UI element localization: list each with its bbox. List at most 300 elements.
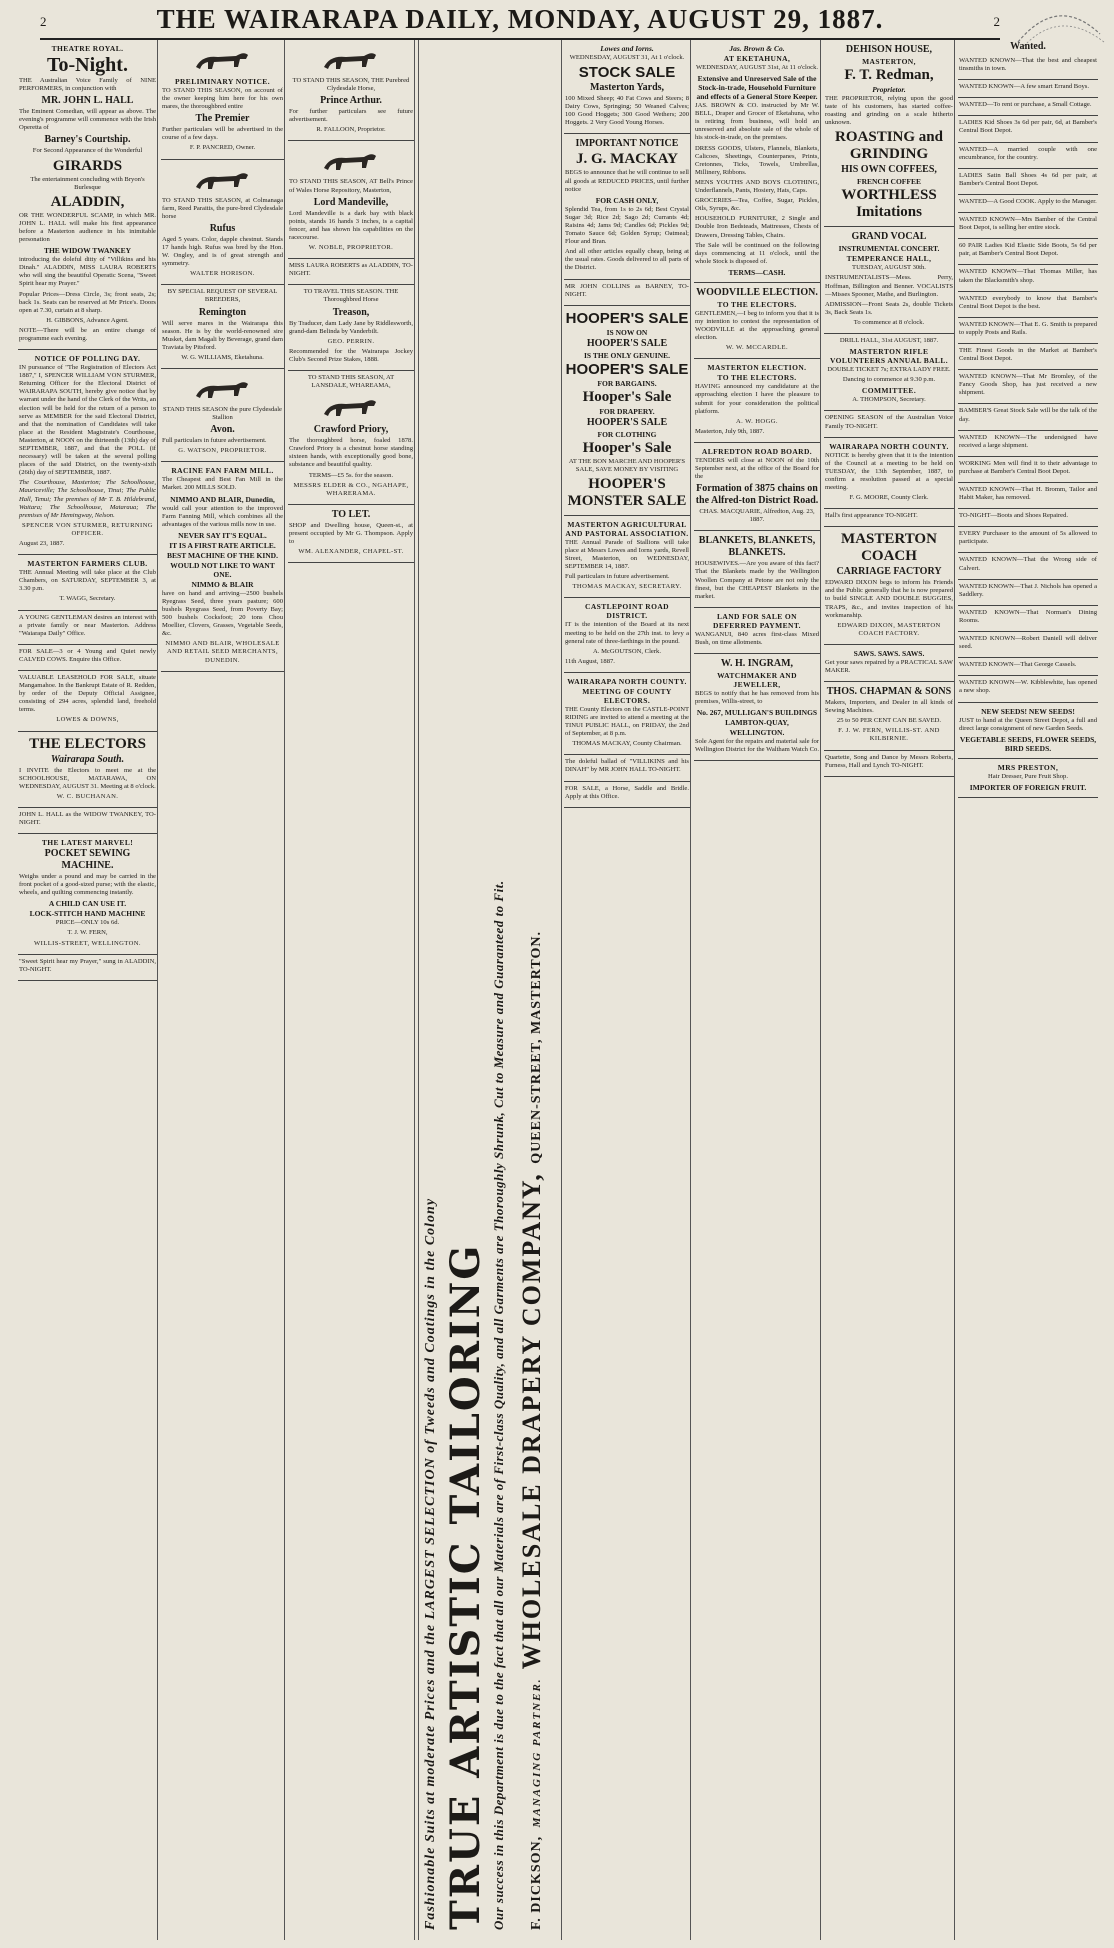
sweet-spirit-body: "Sweet Spirit hear my Prayer," sung in ALADDIN, TO-NIGHT. <box>19 957 156 973</box>
woodville-sign: W. W. MCCARDLE. <box>726 344 788 352</box>
tonight-heading: To-Night. <box>47 54 128 76</box>
brown-sale-ad <box>694 40 820 283</box>
prince-arthur-ad <box>288 40 414 141</box>
mackay-goods: Splendid Tea, from 1s to 2s 6d; Best Crystal Sugar 3d; Rice 2d; Sago 2d; Currants 4d; Raisins 4d; Jams 9d; Candles 6d; Pickles 9d; Tomato Sauce 6d; Golden Syrup; Oatmeal; Flour and Bran. <box>565 205 689 246</box>
collins-body: MR JOHN COLLINS as BARNEY, TO-NIGHT. <box>565 282 689 298</box>
wanted-item <box>958 580 1098 606</box>
hall-cars-ad <box>824 509 954 527</box>
ingram-trade: WATCHMAKER AND JEWELLER, <box>717 671 797 690</box>
seeds-body: have on hand and arriving—2500 bushels Ryegrass Seed, three years pasture; 600 bushels Ryegrass Seed, from Poverty Bay; 500 bushels Cocksfoot; 20 tons Chou Moellier, Clovers, Grasses, Vegetable Seeds, &c. <box>162 589 283 638</box>
farmers-club-ad <box>18 555 157 610</box>
wanted-item-text: WANTED KNOWN—That the Wrong side of Calvert. <box>959 556 1097 572</box>
treason-desc: By Traducer, dam Lady Jane by Riddlesworth, grand-dam Belinda by Vanderbilt. <box>289 319 413 335</box>
treason-ad <box>288 285 414 371</box>
treason-title: Treason, <box>332 306 370 318</box>
horse-engraving <box>188 165 258 195</box>
electors-ad <box>18 732 157 808</box>
polling-title: NOTICE OF POLLING DAY. <box>34 354 141 364</box>
shop-body: SHOP and Dwelling house, Queen-st., at present occupied by Mr G. Thompson. Apply to <box>289 521 413 545</box>
wanted-item-text: 60 PAIR Ladies Kid Elastic Side Boots, 5s 6d per pair, at Bamber's Central Boot Depot. <box>959 242 1097 258</box>
crawford-desc: The thoroughbred horse, foaled 1878. Crawford Priory is a chestnut horse standing sixteen hands, with exceptionally good bone, substance and beautiful quality. <box>289 437 413 469</box>
crawford-intro: TO STAND THIS SEASON, AT LANSDALE, WHAREAMA, <box>307 373 395 390</box>
wanted-item-text: WANTED KNOWN—That Mr Bromley, of the Fancy Goods Shop, has just received a new shipment. <box>959 373 1097 397</box>
blankets-title: BLANKETS, BLANKETS, BLANKETS. <box>698 535 816 559</box>
wanted-item <box>958 80 1098 98</box>
noble-sign: W. NOBLE, PROPRIETOR. <box>308 244 394 252</box>
drapery-line-suits: Fashionable Suits at moderate Prices and the LARGEST SELECTION of Tweeds and Coatings in the Colony <box>423 1197 438 1930</box>
avon-intro: STAND THIS SEASON the pure Clydesdale Stallion <box>163 405 282 422</box>
crawford-terms: TERMS—£5 5s. for the season. <box>308 471 394 479</box>
meeting-body: THE County Electors on the CASTLE-POINT RIDING are invited to attend a meeting at the TINUI PUBLIC HALL, on FRIDAY, the 2nd of September, at 8 p.m. <box>565 705 689 738</box>
redman-role: Proprietor. <box>872 85 906 94</box>
woodville-to-electors: TO THE ELECTORS. <box>717 299 797 309</box>
special-request: BY SPECIAL REQUEST OF SEVERAL BREEDERS, <box>167 288 278 304</box>
saws-ad <box>824 645 954 682</box>
wanted-item-text: EVERY Purchaser to the amount of 5s allowed to participate. <box>959 530 1097 546</box>
housewives-body: HOUSEWIVES.—Are you aware of this fact? That the Blankets made by the Wellington Woollen Company at Petone are not only the finest, but the CHEAPEST Blankets in the market. <box>695 560 819 600</box>
mackay-intro: BEGS to announce that he will continue to sell all goods at REDUCED PRICES, until further notice <box>565 169 689 193</box>
lowes-header: Lowes and Iorns. <box>600 44 654 53</box>
mackay-name: J. G. MACKAY <box>576 151 678 168</box>
chapman-title: THOS. CHAPMAN & SONS <box>826 686 952 698</box>
brown-dress: DRESS GOODS, Ulsters, Flannels, Blankets, Calicoes, Sheetings, Counterpanes, Prints, Cretonnes, Ticks, Towels, Umbrellas, Millinery, Ribbons. <box>695 144 819 176</box>
stock-items: 100 Mixed Sheep; 40 Fat Cows and Steers; 8 Dairy Cows, Springing; 50 Weaned Calves; 100 Good Hoggets; 300 Good Wethers; 200 Hoggets. 2 Very Good Young Horses. <box>565 95 689 127</box>
ingram-buildings: No. 267, MULLIGAN'S BUILDINGS <box>696 708 818 718</box>
premier-title: The Premier <box>195 113 250 125</box>
leasehold-ad <box>18 671 157 732</box>
villikins-ad <box>564 755 690 781</box>
wanted-item <box>958 213 1098 239</box>
polling-notice <box>18 350 157 555</box>
seed-kinds: VEGETABLE SEEDS, FLOWER SEEDS, BIRD SEEDS. <box>959 734 1097 753</box>
sewing-price: PRICE—ONLY 10s 6d. <box>55 919 120 927</box>
prince-title: Prince Arthur. <box>320 95 382 107</box>
wanted-item <box>958 239 1098 265</box>
concert-commence: To commence at 8 o'clock. <box>853 318 925 326</box>
young-gentleman-body: A YOUNG GENTLEMAN desires an interest with a private family or near Masterton. Address "Waiarapa Daily" Office. <box>19 613 156 637</box>
masthead <box>40 2 1000 40</box>
mandeville-intro: TO STAND THIS SEASON, AT Bell's Prince of Wales Horse Repository, Masterton, <box>289 178 413 194</box>
hoopers-bargains: FOR BARGAINS. <box>597 378 657 388</box>
wanted-item-text: WANTED KNOWN—A few smart Errand Boys. <box>959 83 1090 91</box>
farmers-body: THE Annual Meeting will take place at the Club Chambers, on SATURDAY, SEPTEMBER 3, at 3.30 p.m. <box>19 569 156 593</box>
wanted-item-text: WANTED—A Good COOK. Apply to the Manager. <box>959 197 1097 205</box>
hogg-date: Masterton, July 9th, 1887. <box>695 427 765 435</box>
mackay-all-goods: And all other articles equally cheap, being at the usual rates. Goods delivered to all parts of the District. <box>565 248 689 272</box>
redman-name: F. T. Redman, <box>844 67 934 83</box>
nimmo2-heading: NIMMO & BLAIR <box>191 579 254 589</box>
testimonials-heading: WOULD NOT LIKE TO WANT ONE. <box>170 560 275 579</box>
sweet-spirit-ad <box>18 955 157 981</box>
wanted-item <box>958 195 1098 213</box>
opening-ad <box>824 411 954 437</box>
wanted-item-text: WANTED KNOWN—That the best and cheapest tinsmiths in town. <box>959 57 1097 73</box>
returning-date: August 23, 1887. <box>19 540 65 548</box>
stock-date: WEDNESDAY, AUGUST 31, At 1 o'clock. <box>569 54 685 61</box>
wanted-item <box>958 632 1098 658</box>
quartette-ad <box>824 751 954 777</box>
child-heading: A CHILD CAN USE IT. <box>48 899 127 909</box>
column-6 <box>694 40 821 1940</box>
stock-sale-title: STOCK SALE <box>578 64 676 82</box>
aladdin-sub: OR THE WONDERFUL SCAMP, in which MR. JOHN L. HALL will make his first appearance before a Masterton audience in his inimitable personation <box>19 211 156 244</box>
avon-title: Avon. <box>210 424 235 436</box>
elder-sign: MESSRS ELDER & CO., NGAHAPE, WHARERAMA. <box>293 481 409 497</box>
carriage-title: CARRIAGE FACTORY <box>836 566 942 578</box>
sewing-desc: Weighs under a pound and may be carried in the front pocket of a good-sized purse; with the elastic, wheels, and quilting commencing instantly. <box>19 873 156 897</box>
ingram-wellington: WELLINGTON. <box>729 728 785 738</box>
villikins-body: The doleful ballad of "VILLIKINS and his DINAH" by MR JOHN HALL TO-NIGHT. <box>565 758 689 774</box>
column-2 <box>161 40 285 1940</box>
wanted-item <box>958 483 1098 509</box>
wanted-item <box>958 169 1098 195</box>
ball-dancing: Dancing to commence at 9.30 p.m. <box>842 376 936 384</box>
drapery-address: QUEEN-STREET, MASTERTON. <box>529 931 544 1164</box>
rufus-desc: Aged 5 years. Color, dapple chestnut. Stands 17 hands high. Rufus was bred by the Hon. W. Ongley, and is of great strength and symmetry. <box>162 235 283 268</box>
wanted-item <box>958 606 1098 632</box>
macquarie-sign: CHAS. MACQUARIE, Alfredton, Aug. 23, 1887. <box>699 508 815 524</box>
to-let-ad <box>288 505 414 563</box>
seeds-ad <box>958 703 1098 759</box>
operetta-title: Barney's Courtship. <box>44 134 131 146</box>
wanted-item-text: WANTED KNOWN—That Thomas Miller, has taken the Blacksmith's shop. <box>959 268 1097 284</box>
ingram-body: BEGS to notify that he has removed from his premises, Willis-street, to <box>695 690 819 706</box>
rifle-ball-ad <box>824 334 954 411</box>
sewing-title: THE LATEST MARVEL! <box>41 838 134 848</box>
preston-importer: IMPORTER OF FOREIGN FRUIT. <box>969 782 1087 792</box>
premier-ad <box>161 40 284 160</box>
concert-performers: INSTRUMENTALISTS—Mess. Perry, Hoffman, Billington and Benner. VOCALISTS—Misses Spooner, Mathe, and Burlington. <box>825 274 953 298</box>
masterton-to-electors: TO THE ELECTORS. <box>717 373 797 383</box>
saws-title: SAWS. SAWS. SAWS. <box>853 648 925 658</box>
horse-engraving <box>316 392 386 422</box>
hoopers-title-1: HOOPER'S SALE <box>565 309 689 327</box>
eketahuna-title: AT EKETAHUNA, <box>723 54 791 63</box>
drapery-role: MANAGING PARTNER. <box>531 1677 543 1828</box>
hoopers-drapery: FOR DRAPERY. <box>599 406 655 416</box>
wanted-item-text: WANTED KNOWN—That H. Bromm, Tailor and Habit Maker, has removed. <box>959 486 1097 502</box>
polling-places: The Courthouse, Masterton; The Schoolhouse, Mauriceville; The Schoolhouse, Tinui; The Public Hall, Tenui; The premises of Mr T. B. Hildebrand, Waitara; The Schoolhouse, Mataraua; The premises of Mr Hemingway, Nelson. <box>19 479 156 519</box>
dehison-town: MASTERTON, <box>862 57 916 66</box>
wanted-item <box>958 143 1098 169</box>
best-heading: BEST MACHINE OF THE KIND. <box>167 550 278 560</box>
brown-household: HOUSEHOLD FURNITURE, 2 Single and Double Iron Bedsteads, Mattresses, Chests of Drawers, Dressing Tables, Chairs. <box>695 215 819 239</box>
preston-name: MRS PRESTON, <box>997 762 1059 772</box>
wanted-item <box>958 431 1098 457</box>
seeds-body: JUST to hand at the Queen Street Depot, a full and direct large consignment of new Garden Seeds. <box>959 716 1097 732</box>
woodville-body: GENTLEMEN,—I beg to inform you that it is my intention to contest the representation of WOODVILLE at the approaching general election. <box>695 309 819 342</box>
wanted-item-text: WANTED KNOWN—That J. Nichols has opened a Saddlery. <box>959 582 1097 598</box>
hoopers-monster: HOOPER'S MONSTER SALE <box>567 475 687 509</box>
horison-sign: WALTER HORISON. <box>190 270 255 278</box>
rufus-title: Rufus <box>209 222 236 234</box>
electors-title: THE ELECTORS <box>29 735 146 752</box>
page-number-right: 2 <box>993 14 1000 29</box>
premier-intro: TO STAND THIS SEASON, on account of the owner keeping him here for his own mares, the thoroughbred entire <box>162 87 283 111</box>
land-title: LAND FOR SALE ON DEFERRED PAYMENT. <box>713 611 801 630</box>
wanted-item-text: WANTED KNOWN—Robert Daniell will deliver seed. <box>959 635 1097 651</box>
electors-body: I INVITE the Electors to meet me at the SCHOOLHOUSE, MATARAWA, ON WEDNESDAY, AUGUST 31. Meeting at 8 o'clock. <box>19 766 156 790</box>
wanted-item-text: WANTED KNOWN—Mrs Bamber of the Central Boot Depot, is selling her entire stock. <box>959 216 1097 232</box>
redman-body: THE PROPRIETOR, relying upon the good taste of his customers, has started coffee-roasting and grinding on a scale hitherto unknown. <box>825 95 953 127</box>
hoopers-genuine: IS THE ONLY GENUINE. <box>583 350 670 360</box>
collins-ad <box>564 280 690 306</box>
wanted-item <box>958 318 1098 344</box>
for-sale-ad <box>18 645 157 671</box>
wanted-item <box>958 457 1098 483</box>
sewing-heading: POCKET SEWING MACHINE. <box>44 848 131 872</box>
wanted-item-text: WANTED KNOWN—That George Cassels. <box>959 661 1077 669</box>
widow-title: THE WIDOW TWANKEY <box>43 246 132 256</box>
girards-desc: The entertainment concluding with Bryon's Burlesque <box>30 175 145 191</box>
pastoral-ad <box>564 516 690 599</box>
alexander-sign: WM. ALEXANDER, CHAPEL-ST. <box>298 548 404 556</box>
horse-engraving <box>188 45 258 75</box>
crawford-ad <box>288 371 414 505</box>
theatre-label: THEATRE ROYAL. <box>51 44 124 53</box>
brown-terms: TERMS—CASH. <box>728 267 786 277</box>
drapery-company-name: WHOLESALE DRAPERY COMPANY, <box>517 1172 546 1670</box>
hoopers-title-3: HOOPER'S SALE <box>565 360 689 378</box>
buchanan-sign: W. C. BUCHANAN. <box>56 792 119 800</box>
ball-tickets: DOUBLE TICKET 7s; EXTRA LADY FREE. <box>827 366 951 374</box>
prince-intro: TO STAND THIS SEASON, THE Purebred Clydesdale Horse, <box>292 77 410 93</box>
alfredton-title: ALFREDTON ROAD BOARD. <box>701 446 813 456</box>
racine-ad <box>161 462 284 671</box>
wanted-list <box>958 54 1098 703</box>
masterton-yards: Masterton Yards, <box>589 82 665 94</box>
important-notice: IMPORTANT NOTICE <box>575 138 679 150</box>
wanted-item-text: WANTED KNOWN—That Norman's Dining Rooms. <box>959 608 1097 624</box>
mandeville-desc: Lord Mandeville is a dark bay with black points, stands 16 hands 3 inches, is a capital fencer, and has shown his capabilities on the racecourse. <box>289 209 413 241</box>
drill-hall: DRILL HALL, 31st AUGUST, 1887. <box>839 337 939 345</box>
farmers-sign: T. WAGG, Secretary. <box>59 595 116 603</box>
remington-ad <box>161 285 284 369</box>
to-let-title: TO LET. <box>331 508 371 520</box>
theatre-ad <box>18 40 157 350</box>
concert-admission: ADMISSION—Front Seats 2s, double Tickets 3s, Back Seats 1s. <box>825 300 953 316</box>
county-clerk: F. G. MOORE, County Clerk. <box>849 494 929 502</box>
drapery-line-company <box>515 931 554 1930</box>
drapery-line-tailoring: TRUE ARTISTIC TAILORING <box>442 1243 489 1930</box>
pastoral-title: MASTERTON AGRICULTURAL AND PASTORAL ASSOCIATION. <box>565 519 689 538</box>
woodville-title: WOODVILLE ELECTION. <box>696 286 818 298</box>
concert-ad <box>824 227 954 334</box>
fern-sign: F. J. W. FERN, WILLIS-ST. AND KILBIRNIE. <box>838 727 940 743</box>
pancred-sign: F. P. PANCRED, Owner. <box>189 144 256 152</box>
ingram-ad <box>694 654 820 761</box>
remington-desc: Will serve mares in the Wairarapa this season. He is by the world-renowned sire Musket, dam Magali by Beverage, grand dam Traviata by Pitsford. <box>162 319 283 351</box>
sewing-ad <box>18 834 157 955</box>
dixon-sign: EDWARD DIXON, MASTERTON COACH FACTORY. <box>837 621 941 637</box>
girards-title: GIRARDS <box>52 157 123 174</box>
falloon-sign: R. FALLOON, Proprietor. <box>316 126 386 134</box>
preliminary-notice: PRELIMINARY NOTICE. <box>175 77 270 86</box>
blankets-ad <box>694 531 820 607</box>
widow-desc: introducing the doleful ditty of "Villikins and his Dinah." ALADDIN, MISS LAURA ROBERTS who will sing the beautiful Operatic Scena, "Sweet Spirit hear my Prayer." <box>19 256 156 288</box>
rufus-intro: TO STAND THIS SEASON, at Colmanaga farm, Reed Paraitis, the pure-bred Clydesdale horse <box>162 196 283 220</box>
wanted-item <box>958 344 1098 370</box>
chapman-desc: Makers, Importers, and Dealer in all kinds of Sewing Machines. <box>825 699 953 715</box>
treason-intro: TO TRAVEL THIS SEASON. THE Thoroughbred Horse <box>303 288 399 304</box>
hoopers-ad <box>564 306 690 516</box>
chapman-cash: 25 to 50 PER CENT CAN BE SAVED. <box>836 717 942 725</box>
polling-body: IN pursuance of "The Registration of Electors Act 1887," I, SPENCER WILLIAM VON STURMER, Returning Officer for the Electoral District of WAIRARAPA SOUTH, hereby give notice that by warrant under the hand of the Clerk of the Writs, an election will be held for the return of a person to serve as MEMBER for the said Electoral District, and that the nomination of Candidates will take place at the Resident Magistrate's Courthouse, Masterton, at NOON on the thirteenth (13th) day of SEPTEMBER, 1887, and that the POLL (if necessary) will be taken at the several polling places of the said District, on the twenty-sixth (26th) day of SEPTEMBER, 1887. <box>19 364 156 477</box>
woodville-ad <box>694 283 820 359</box>
prince-desc: For further particulars see future advertisement. <box>289 108 413 124</box>
saws-body: Get your saws repaired by a PRACTICAL SAW MAKER. <box>825 658 953 674</box>
castlepoint-date: 11th August, 1887. <box>565 657 615 665</box>
wanted-item <box>958 116 1098 142</box>
instrumental-concert: INSTRUMENTAL CONCERT. <box>838 244 940 254</box>
cash-only: FOR CASH ONLY, <box>595 195 659 205</box>
drapery-vertical-ad <box>418 40 562 1940</box>
remington-title: Remington <box>198 306 247 318</box>
drapery-line-success: Our success in this Department is due to the fact that all our Materials are of First-class Quality, and all Garments are Thoroughly Shrunk, Cut to Measure and Guaranteed to Fit. <box>491 880 506 1930</box>
mackay-ad <box>564 134 690 279</box>
wanted-item <box>958 553 1098 579</box>
wanted-item <box>958 527 1098 553</box>
ingram-lambton: LAMBTON-QUAY, <box>725 718 789 728</box>
wanted-item-text: WANTED KNOWN—That E. G. Smith is prepared to supply Posts and Rails. <box>959 320 1097 336</box>
mandeville-ad <box>288 141 414 259</box>
alfredton-ad <box>694 443 820 531</box>
castlepoint-title: CASTLEPOINT ROAD DISTRICT. <box>585 602 669 621</box>
horse-sale-ad <box>564 782 690 808</box>
hogg-body: HAVING announced my candidature at the approaching election I have the pleasure to submit for your consideration the political platform. <box>695 383 819 415</box>
wanted-item-text: LADIES Satin Ball Shoes 4s 6d per pair, at Bamber's Central Boot Depot. <box>959 171 1097 187</box>
wanted-item <box>958 292 1098 318</box>
drapery-manager: F. DICKSON, <box>529 1835 544 1930</box>
column-7 <box>824 40 955 1940</box>
lockstitch-heading: LOCK-STITCH HAND MACHINE <box>29 909 146 919</box>
worthless-imitations: WORTHLESS Imitations <box>841 187 937 221</box>
crawford-title: Crawford Priory, <box>313 424 389 436</box>
newspaper-title: THE WAIRARAPA DAILY, MONDAY, AUGUST 29, 1887. <box>156 4 884 34</box>
castlepoint-clerk: A. McGOUTSON, Clerk. <box>593 647 661 655</box>
wanted-item <box>958 54 1098 80</box>
extensive-sale: Extensive and Unreserved Sale of the Stock-in-trade, Household Furniture and effects of a General Store Keeper. <box>696 74 818 102</box>
french-coffee: FRENCH COFFEE <box>857 177 921 187</box>
new-seeds-title: NEW SEEDS! NEW SEEDS! <box>981 706 1075 716</box>
grand-vocal: GRAND VOCAL <box>851 231 927 243</box>
electors-sub: Wairarapa South. <box>50 753 125 765</box>
avon-ad <box>161 369 284 462</box>
dixon-body: EDWARD DIXON begs to inform his Friends and the Public generally that he is now prepared to build SINGLE AND DOUBLE BUGGIES, TRAPS, &c., and invites inspection of his workmanship. <box>825 579 953 619</box>
hall-widow-ad <box>18 808 157 834</box>
redman-ad <box>824 40 954 227</box>
farmers-title: MASTERTON FARMERS CLUB. <box>27 559 148 569</box>
wanted-item <box>958 370 1098 404</box>
parade-particulars: Full particulars in future advertisement. <box>565 573 670 581</box>
williams-sign: W. G. WILLIAMS, Eketahuna. <box>181 353 264 361</box>
ingram-name: W. H. INGRAM, <box>720 658 794 670</box>
company-intro: THE Australian Voice Family of NINE PERFORMERS, in conjunction with <box>19 77 156 93</box>
star-name: MR. JOHN L. HALL <box>41 95 134 107</box>
brown-header: Jas. Brown & Co. <box>729 44 785 53</box>
brown-grocery: GROCERIES—Tea, Coffee, Sugar, Pickles, Oils, Syrups, &c. <box>695 197 819 213</box>
never-heading: NEVER SAY IT'S EQUAL. <box>178 530 267 540</box>
wanted-heading: Wanted. <box>1010 41 1046 52</box>
roasting-heading: ROASTING and GRINDING <box>835 129 943 163</box>
horse-engraving <box>316 146 386 176</box>
programme-note: NOTE—There will be an entire change of programme each evening. <box>19 326 156 342</box>
brown-note: The Sale will be continued on the following days commencing at 11 o'clock, until the whole Stock is disposed of. <box>695 241 819 265</box>
first-rate-heading: IT IS A FIRST RATE ARTICLE. <box>169 540 276 550</box>
girards-intro: For Second Appearance of the Wonderful <box>32 147 143 155</box>
nimmo-footer: NIMMO AND BLAIR, WHOLESALE AND RETAIL SEED MERCHANTS, DUNEDIN. <box>165 640 280 664</box>
column-8 <box>958 40 1098 1940</box>
hoopers-title-2: HOOPER'S SALE <box>586 337 668 349</box>
wanted-item-text: BAMBER'S Great Stock Sale will be the talk of the day. <box>959 407 1097 423</box>
land-sale-ad <box>694 608 820 654</box>
ball-secretary: A. THOMPSON, Secretary. <box>852 396 926 404</box>
wanted-item-text: TO-NIGHT—Boots and Shoes Repaired. <box>959 512 1069 520</box>
hoopers-save-money: AT THE BON MARCHE AND HOOPER'S SALE, SAVE MONEY BY VISITING <box>568 457 686 473</box>
preston-body: Hair Dresser, Pure Fruit Shop. <box>988 772 1068 780</box>
thomas-sign: THOMAS MACKAY, SECRETARY. <box>572 583 682 591</box>
castlepoint-body: IT is the intention of the Board at its next meeting to be held on the 27th inst. to levy a general rate of three-farthings in the pound. <box>565 621 689 645</box>
horse-engraving <box>316 45 386 75</box>
coach-title: MASTERTON COACH <box>841 531 937 565</box>
leasehold-body: VALUABLE LEASEHOLD FOR SALE, situate Mangamahoe. In the Bankrupt Estate of R. Redden, by order of the Deputy Official Assignee, consisting of 294 acres, splendid land, freehold terms. <box>19 673 156 714</box>
county-notice-body: NOTICE is hereby given that it is the intention of the Council at a meeting to be held on TUESDAY, the 13th September, 1887, to confirm a resolution passed at a special meeting. <box>825 451 953 491</box>
for-sale-body: FOR SALE—3 or 4 Young and Quiet newly CALVED COWS. Enquire this Office. <box>19 647 156 663</box>
brown-mens: MENS YOUTHS AND BOYS CLOTHING, Underflannels, Pants, Hosiery, Hats, Caps. <box>695 178 819 195</box>
drapery-ad-rotated <box>419 40 561 1940</box>
hoopers-clothing: FOR CLOTHING <box>597 429 657 439</box>
hall-widow-body: JOHN L. HALL as the WIDOW TWANKEY, TO-NIGHT. <box>19 810 156 826</box>
wanted-item-text: WORKING Men will find it to their advantage to purchase at Bamber's Central Boot Depot. <box>959 459 1097 475</box>
parade-body: THE Annual Parade of Stallions will take place at Messrs Lowes and Iorns yards, Revell Street, Masterton, on WEDNESDAY, SEPTEMBER 14, 1887. <box>565 538 689 571</box>
wanted-item <box>958 676 1098 702</box>
ball-committee: COMMITTEE. <box>861 386 917 396</box>
temperance-hall: TEMPERANCE HALL, <box>846 254 932 264</box>
preston-ad <box>958 759 1098 798</box>
coach-factory-ad <box>824 527 954 645</box>
avon-desc: Full particulars in future advertisement. <box>162 437 267 445</box>
ingram-agent: Sole Agent for the repairs and material sale for Wellington District for the Waltham Watch Co. <box>695 738 819 754</box>
rufus-ad <box>161 160 284 286</box>
chapman-ad <box>824 682 954 750</box>
brown-date: WEDNESDAY, AUGUST 31st, At 11 o'clock. <box>695 64 819 71</box>
sewing-address: WILLIS-STREET, WELLINGTON. <box>34 939 141 947</box>
premier-desc: Further particulars will be advertised in the course of a few days. <box>162 126 283 142</box>
masterton-election-title: MASTERTON ELECTION. <box>707 363 807 373</box>
wanted-item-text: WANTED everybody to know that Bamber's Central Boot Depot is the best. <box>959 294 1097 310</box>
wanted-item-text: WANTED—To rent or purchase, a Small Cottage. <box>959 101 1092 109</box>
perrin-sign: GEO. PERRIN. <box>327 337 375 345</box>
dehison-title: DEHISON HOUSE, <box>845 44 933 55</box>
nimmo-heading: NIMMO AND BLAIR, Dunedin, <box>170 494 275 504</box>
wanganui-body: WANGANUI, 840 acres first-class Mixed Bush, on time allotments. <box>695 630 819 646</box>
horse-engraving <box>188 374 258 404</box>
page-number-left: 2 <box>40 14 47 29</box>
nimmo-desc: would call your attention to the improved Farm Fanning Mill, which combines all the advantages of the various mills now in use. <box>162 504 283 528</box>
rifle-ball-title: MASTERTON RIFLE VOLUNTEERS ANNUAL BALL. <box>829 347 949 366</box>
young-gentleman-ad <box>18 611 157 645</box>
wanted-item-text: WANTED KNOWN—The undersigned have received a large shipment. <box>959 433 1097 449</box>
hoopers-title-6: Hooper's Sale <box>582 439 672 456</box>
north-county-ad <box>564 673 690 755</box>
lowes-downs: LOWES & DOWNS, <box>56 716 119 724</box>
brown-body: JAS. BROWN & CO. instructed by Mr W. BELL, Draper and Grocer of Eketahuna, who is retiring from business, will hold an unreserved and absolute sale of the whole of his stock-in-trade, on the premises. <box>695 102 819 142</box>
own-coffees: HIS OWN COFFEES, <box>841 164 937 176</box>
meeting-chairman: THOMAS MACKAY, County Chairman. <box>572 740 682 748</box>
quartette-body: Quartette, Song and Dance by Messrs Roberts, Furness, Hall and Lynch TO-NIGHT. <box>825 753 953 769</box>
wanted-item-text: THE Finest Goods in the Market at Bamber's Central Boot Depot. <box>959 346 1097 363</box>
returning-officer: SPENCER VON STURMER, RETURNING OFFICER. <box>22 521 153 537</box>
